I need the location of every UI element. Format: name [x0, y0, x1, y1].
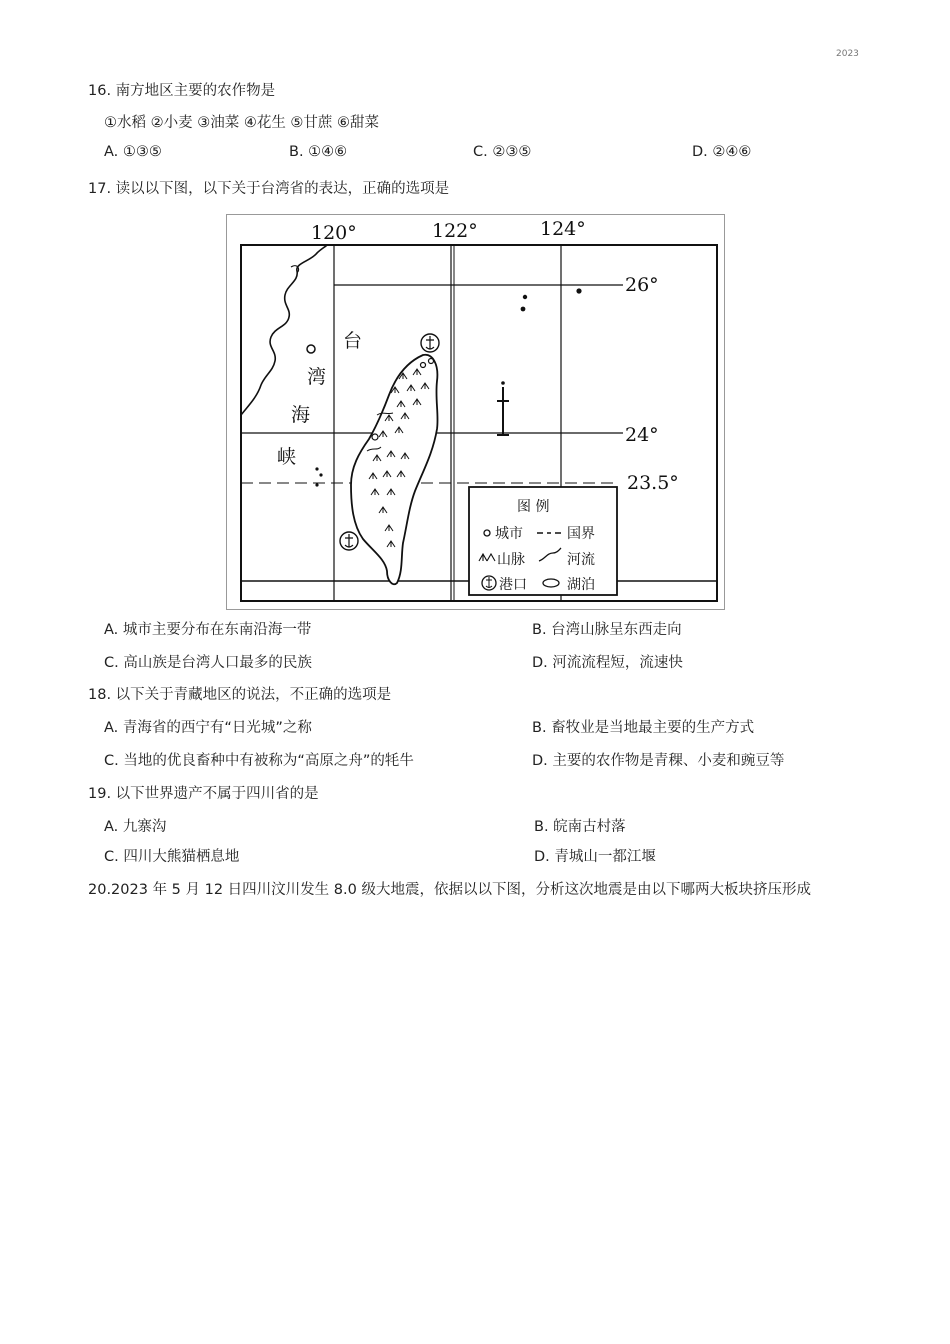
lon-label-124: 124° — [540, 218, 586, 240]
strait-char-3: 海 — [291, 404, 311, 426]
q19-option-a[interactable]: A. 九寨沟 — [104, 819, 167, 835]
city-fuzhou-icon — [307, 345, 315, 353]
strait-char-1: 台 — [343, 330, 363, 352]
lat-label-24: 24° — [625, 424, 659, 446]
mainland-coastline — [241, 245, 327, 415]
q16-items: ①水稻 ②小麦 ③油菜 ④花生 ⑤甘蔗 ⑥甜菜 — [104, 115, 380, 131]
strait-char-2: 湾 — [307, 366, 327, 388]
map-legend — [469, 487, 617, 595]
lat-label-23-5: 23.5° — [627, 472, 679, 494]
q17-stem: 17. 读以以下图，以下关于台湾省的表达，正确的选项是 — [88, 181, 450, 197]
q16-option-c[interactable]: C. ②③⑤ — [473, 144, 532, 160]
q18-option-a[interactable]: A. 青海省的西宁有“日光城”之称 — [104, 720, 312, 736]
legend-mountain: 山脉 — [497, 552, 525, 568]
legend-title: 图 例 — [517, 499, 550, 515]
lat-label-26: 26° — [625, 274, 659, 296]
q17-option-a[interactable]: A. 城市主要分布在东南沿海一带 — [104, 622, 312, 638]
q17-option-b[interactable]: B. 台湾山脉呈东西走向 — [532, 622, 682, 638]
lon-label-122: 122° — [432, 220, 478, 242]
q16-option-b[interactable]: B. ①④⑥ — [289, 144, 348, 160]
q17-option-d[interactable]: D. 河流流程短，流速快 — [532, 655, 683, 671]
legend-lake: 湖泊 — [567, 577, 595, 593]
q16-option-a[interactable]: A. ①③⑤ — [104, 144, 162, 160]
q17-option-c[interactable]: C. 高山族是台湾人口最多的民族 — [104, 655, 312, 671]
q18-option-b[interactable]: B. 畜牧业是当地最主要的生产方式 — [532, 720, 755, 736]
boundary-symbol — [497, 387, 509, 435]
strait-char-4: 峡 — [277, 446, 297, 468]
q19-option-c[interactable]: C. 四川大熊猫栖息地 — [104, 849, 240, 865]
port-kaohsiung-icon — [340, 532, 358, 550]
q18-option-c[interactable]: C. 当地的优良畜种中有被称为“高原之舟”的牦牛 — [104, 753, 414, 769]
page-year: 2023 — [836, 49, 859, 59]
lon-label-120: 120° — [311, 222, 357, 244]
q18-option-d[interactable]: D. 主要的农作物是青稞、小麦和豌豆等 — [532, 753, 785, 769]
q16-option-d[interactable]: D. ②④⑥ — [692, 144, 752, 160]
q19-option-b[interactable]: B. 皖南古村落 — [534, 819, 626, 835]
q19-option-d[interactable]: D. 青城山一都江堰 — [534, 849, 656, 865]
legend-port: 港口 — [499, 577, 527, 593]
legend-boundary: 国界 — [567, 526, 595, 542]
q18-stem: 18. 以下关于青藏地区的说法，不正确的选项是 — [88, 687, 392, 703]
q16-stem: 16. 南方地区主要的农作物是 — [88, 83, 276, 99]
port-keelung-icon — [421, 334, 439, 352]
taiwan-island — [351, 355, 438, 584]
q19-stem: 19. 以下世界遗产不属于四川省的是 — [88, 786, 319, 802]
q20-stem: 20.2023 年 5 月 12 日四川汶川发生 8.0 级大地震，依据以以下图，分析这次地震是由以下哪两大板块挤压形成 — [88, 882, 811, 898]
legend-city: 城市 — [495, 526, 523, 542]
legend-river: 河流 — [567, 552, 595, 568]
taiwan-map — [226, 214, 725, 610]
